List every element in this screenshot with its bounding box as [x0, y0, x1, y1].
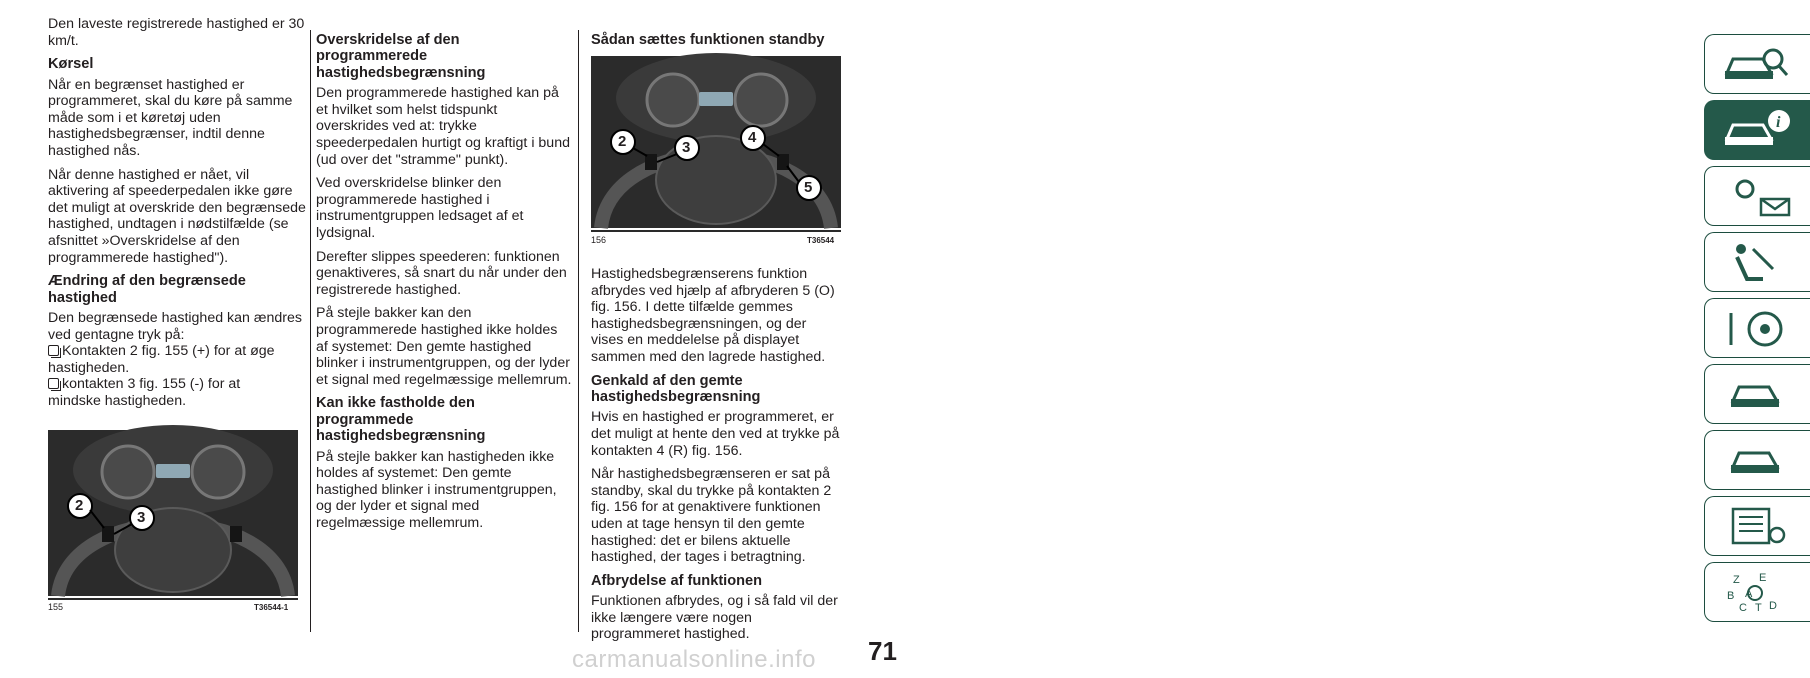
heading-standby: Sådan sættes funktionen standby: [591, 32, 825, 48]
figure-155-rule: [48, 598, 298, 600]
bullet-decrease-cont: mindske hastigheden.: [48, 392, 187, 409]
figure-155-image: [48, 430, 298, 596]
svg-text:i: i: [1776, 114, 1781, 131]
car-info-icon: [1719, 107, 1799, 153]
fig156-label-3: 3: [682, 139, 691, 156]
fig156-label-5: 5: [804, 179, 813, 196]
svg-text:E: E: [1759, 572, 1767, 584]
car-maintenance-icon: [1719, 437, 1799, 483]
tab-warning-lights[interactable]: [1704, 166, 1810, 226]
svg-text:T: T: [1755, 602, 1762, 614]
driving-paragraph-1: Når en begrænset hastighed er programmeret, skal du køre på samme måde som i et køretøj uden hastighedsbegrænser, indtil denne hastighed nås.: [48, 76, 293, 159]
disable-paragraph: Funktionen afbrydes, og i så fald vil der ikke længere være nogen programmeret hastighed.: [591, 593, 838, 643]
column-divider-1: [310, 30, 311, 632]
bullet-icon: [48, 345, 59, 356]
page-number: 71: [868, 636, 897, 666]
column-1: [48, 16, 310, 417]
chapter-tabs: [852, 0, 1781, 678]
car-emergency-icon: [1719, 371, 1799, 417]
intro-paragraph: Den laveste registrerede hastighed er 30 km/t.: [48, 16, 305, 49]
tab-car-info[interactable]: [1704, 100, 1810, 160]
svg-text:B: B: [1727, 590, 1735, 602]
steering-wheel-illustration: [591, 56, 841, 228]
standby-paragraph: Hastighedsbegrænserens funktion afbrydes ved hjælp af afbryderen 5 (O) fig. 156. I dette tilfælde gemmes hastighedsbegrænsningen, og der vises en meddelelse på displayet sammen med den lagrede hastighed.: [591, 266, 835, 365]
change-paragraph: Den begrænsede hastighed kan ændres ved gentagne tryk på:: [48, 309, 302, 343]
car-search-icon: [1719, 41, 1799, 87]
recall-paragraph-2: Når hastighedsbegrænseren er sat på standby, skal du trykke på kontakten 2 fig. 156 for at genaktivere funktionen uden at tage hensyn til den gemte hastighed: det er bilens aktuelle hastighed, der tages i betragtning.: [591, 466, 832, 566]
steering-wheel-illustration: [48, 430, 298, 596]
tab-car-emergency[interactable]: [1704, 364, 1810, 424]
heading-driving: Kørsel: [48, 56, 94, 73]
svg-text:D: D: [1769, 600, 1777, 612]
heading-disable: Afbrydelse af funktionen: [591, 572, 763, 589]
column-3: [591, 32, 841, 52]
recall-paragraph-1: Hvis en hastighed er programmeret, er det muligt at hente den ved at trykke på kontakten 4 (R) fig. 156.: [591, 409, 840, 459]
warning-lights-icon: [1719, 173, 1799, 219]
tab-airbag-seat[interactable]: [1704, 232, 1810, 292]
figure-155-number: 155: [48, 602, 64, 612]
heading-cannot-hold: Kan ikke fastholde den programmede hastighedsbegrænsning: [316, 395, 486, 445]
tab-car-maintenance[interactable]: [1704, 430, 1810, 490]
column-divider-2: [578, 30, 579, 632]
cannot-hold-paragraph: På stejle bakker kan hastigheden ikke holdes af systemet: Den gemte hastighed blinker i instrumentgruppen, og der lyder et signal med regelmæssige mellemrum.: [316, 448, 557, 531]
figure-156-image: [591, 56, 841, 228]
airbag-seat-icon: [1719, 239, 1799, 285]
svg-text:C: C: [1739, 602, 1747, 614]
exceed-paragraph-3: Derefter slippes speederen: funktionen genaktiveres, så snart du når under den registrerede hastighed.: [316, 248, 567, 298]
alphabetical-index-icon: [1719, 569, 1799, 615]
tab-alphabetical-index[interactable]: [1704, 562, 1810, 622]
steering-wheel-icon: [1719, 305, 1799, 351]
fig156-label-4: 4: [748, 129, 757, 146]
svg-text:A: A: [1745, 588, 1753, 600]
heading-exceed: Overskridelse af den programmerede hastighedsbegrænsning: [316, 32, 486, 81]
exceed-paragraph-2: Ved overskridelse blinker den programmerede hastighed i instrumentgruppen ledsaget af et lydsignal.: [316, 175, 524, 241]
watermark: carmanualsonline.info: [572, 646, 816, 673]
figure-156-ref: T36544: [807, 236, 835, 245]
heading-change-speed: Ændring af den begrænsede hastighed: [48, 273, 246, 306]
tab-car-search[interactable]: [1704, 34, 1810, 94]
driving-paragraph-2: Når denne hastighed er nået, vil aktivering af speederpedalen ikke gøre det muligt at overskride den begrænsede hastighed, undtagen i nødstilfælde (se afsnittet »Overskridelse af den programmerede hastighed").: [48, 166, 306, 266]
bullet-increase: Kontakten 2 fig. 155 (+) for at øge: [48, 343, 310, 360]
column-3-body: [591, 266, 841, 650]
fig155-label-3: 3: [137, 509, 146, 526]
exceed-paragraph-4: På stejle bakker kan den programmerede hastighed ikke holdes af systemet: Den gemte hastighed blinker i instrumentgruppen, og der lyder et signal med regelmæssige mellemrum.: [316, 305, 572, 388]
bullet-increase-cont: hastigheden.: [48, 359, 130, 376]
figure-156-rule: [591, 230, 841, 232]
figure-155-ref: T36544-1: [254, 603, 289, 612]
figure-156-number: 156: [591, 235, 607, 245]
fig155-label-2: 2: [75, 497, 84, 514]
tab-specifications[interactable]: [1704, 496, 1810, 556]
bullet-decrease: kontakten 3 fig. 155 (-) for at: [48, 376, 310, 393]
exceed-paragraph-1: Den programmerede hastighed kan på et hvilket som helst tidspunkt overskrides ved at: trykke speederpedalen hurtigt og kraftigt i bund (ud over det "stramme" punkt).: [316, 85, 570, 168]
svg-text:Z: Z: [1733, 574, 1740, 586]
column-2: [316, 32, 572, 539]
fig156-label-2: 2: [618, 133, 627, 150]
heading-recall: Genkald af den gemte hastighedsbegrænsning: [591, 372, 761, 405]
bullet-icon: [48, 378, 59, 389]
specifications-list-icon: [1719, 503, 1799, 549]
tab-steering-wheel[interactable]: [1704, 298, 1810, 358]
